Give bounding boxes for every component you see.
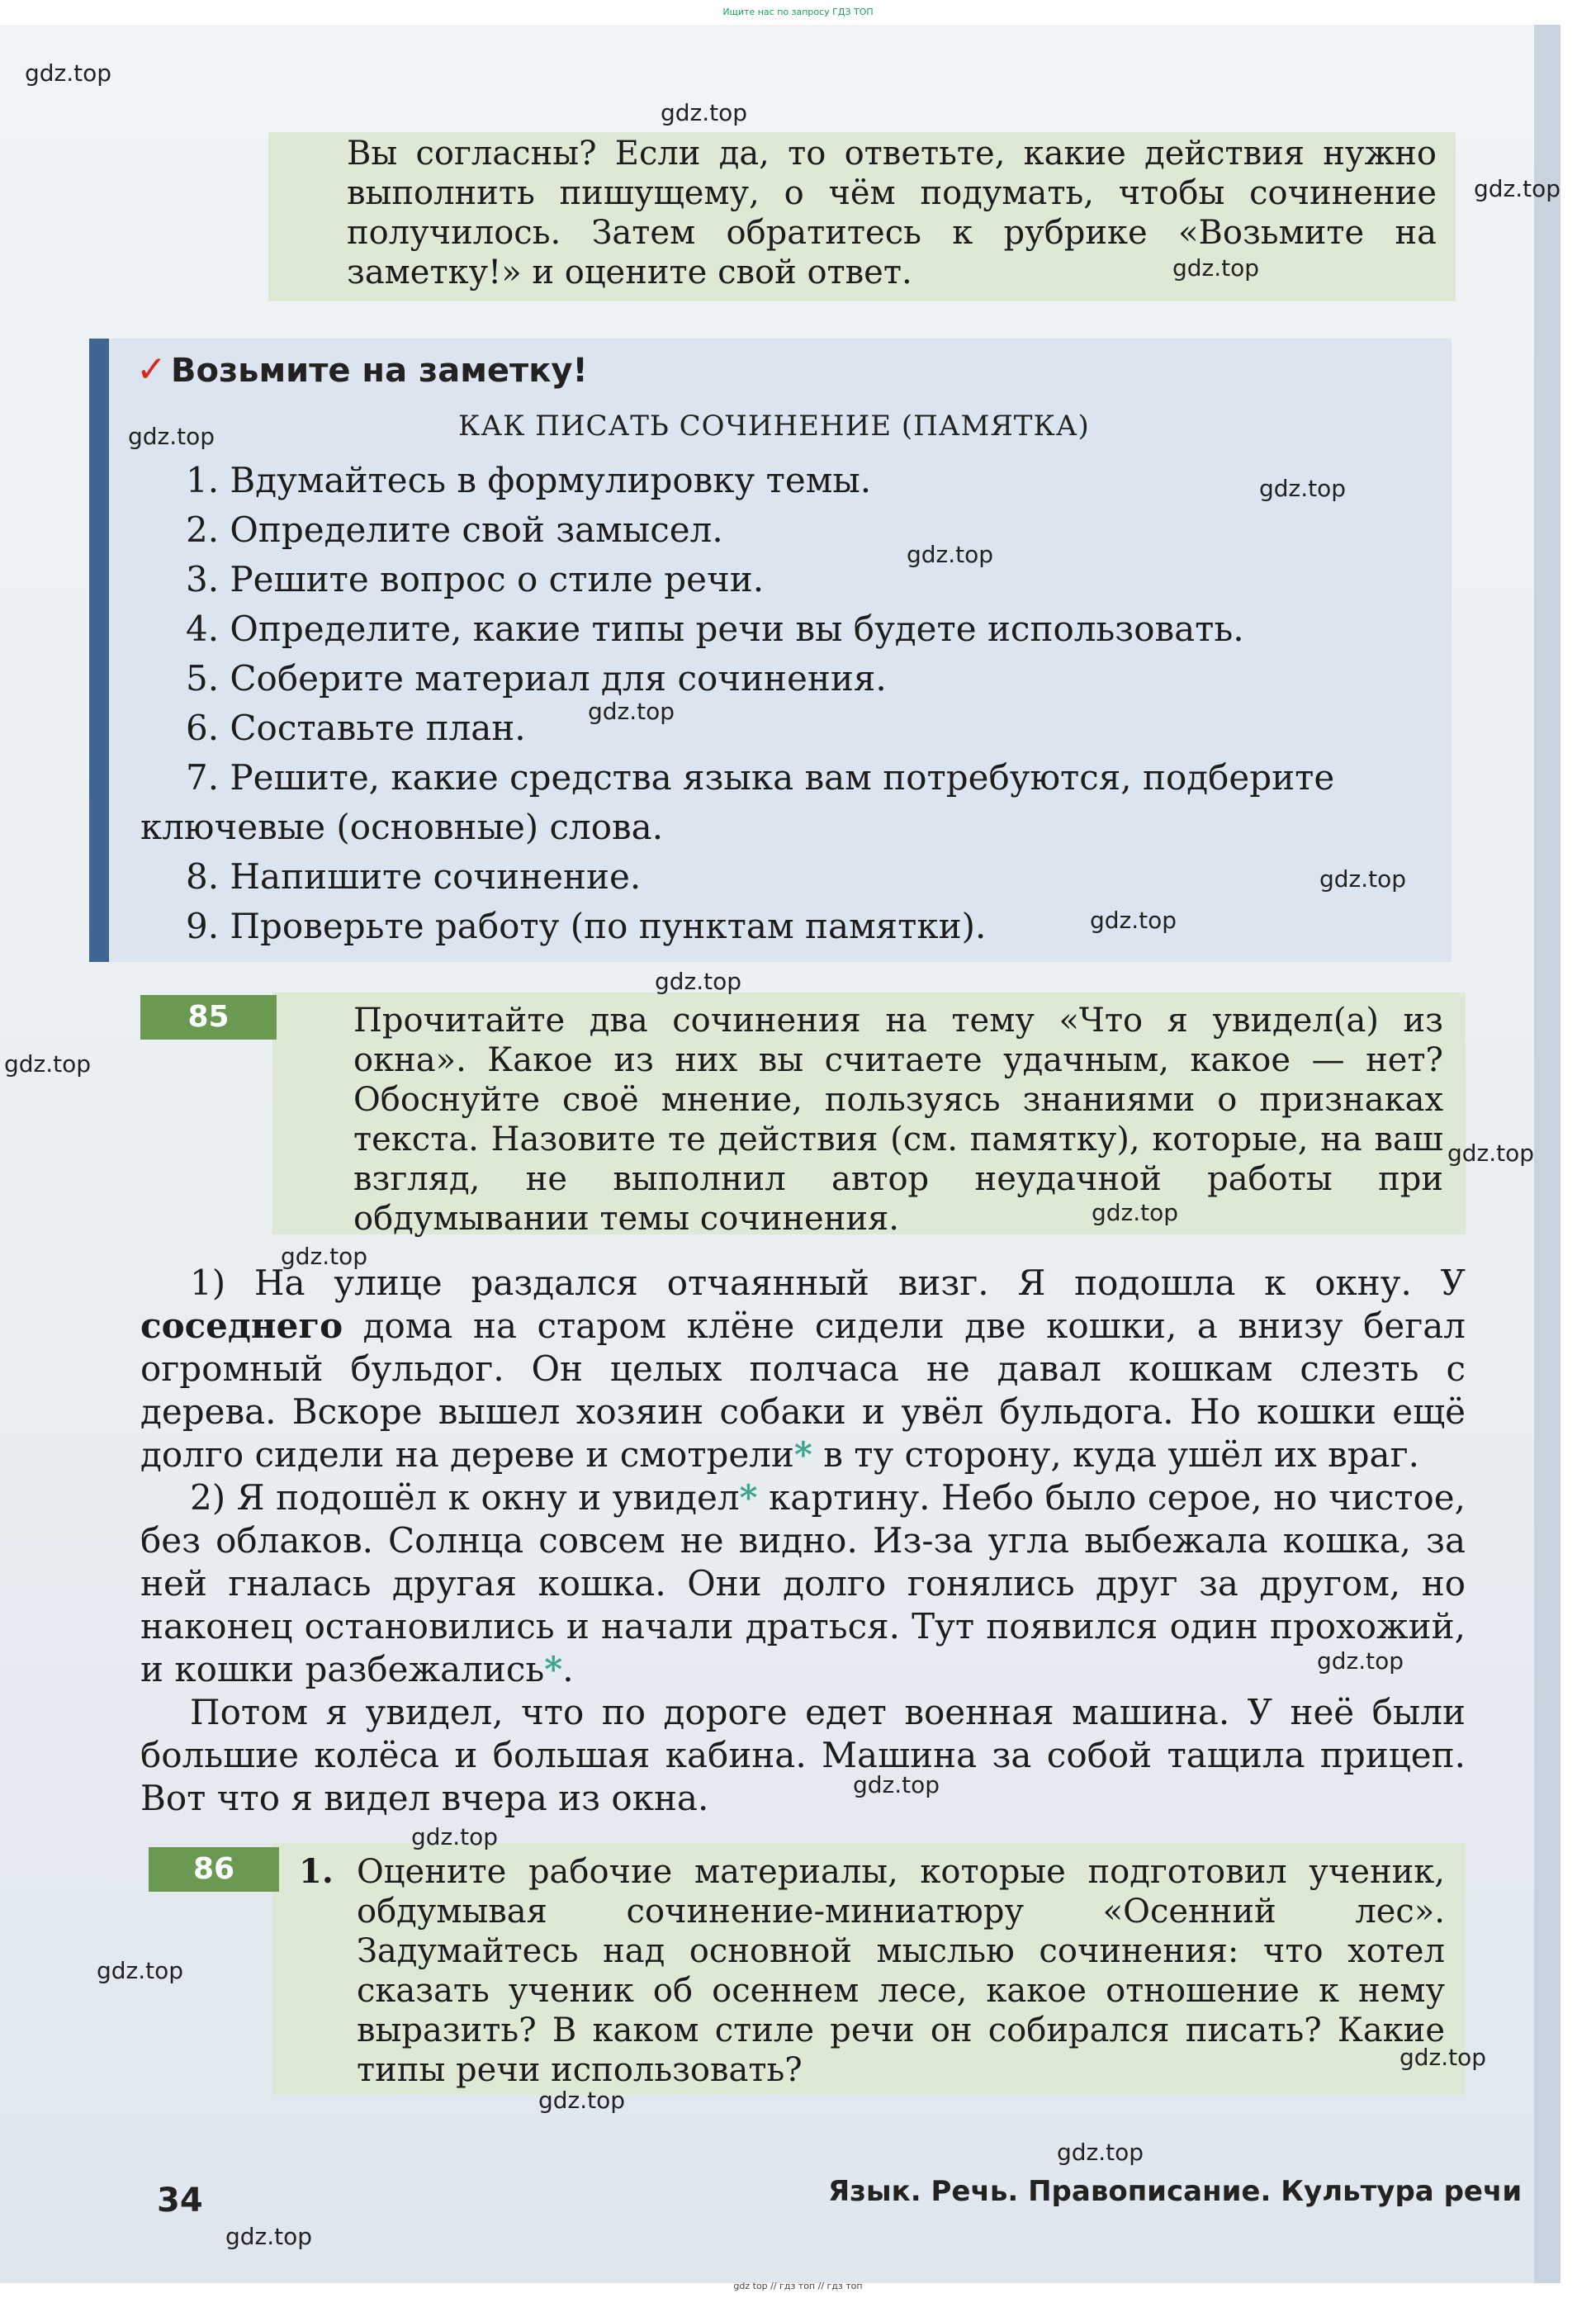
watermark: gdz.top bbox=[4, 1050, 92, 1078]
watermark: gdz.top bbox=[225, 2223, 313, 2250]
page-number: 34 bbox=[157, 2182, 203, 2220]
watermark: gdz.top bbox=[1057, 2139, 1144, 2166]
exercise-85-number: 85 bbox=[140, 995, 277, 1040]
watermark: gdz.top bbox=[661, 99, 748, 126]
header-note: Ищите нас по запросу ГДЗ ТОП bbox=[722, 7, 874, 17]
memo-item: ключевые (основные) слова. bbox=[140, 807, 664, 847]
watermark: gdz.top bbox=[1474, 175, 1561, 202]
memo-item: 1. Вдумайтесь в формулировку темы. bbox=[186, 460, 872, 500]
memo-heading-text: Возьмите на заметку! bbox=[170, 352, 588, 390]
essay-2: 2) Я подошёл к окну и увидел* картину. Небо было серое, но чистое, без облаков. Солнца совсем не видно. Из-за угла выбежала кошка, за ней гналась другая кошка. Они долго гонялись друг за другом, но наконец остановились и начали драться. Тут появился один прохожий, и кошки разбежались*. bbox=[140, 1477, 1466, 1689]
watermark: gdz.top bbox=[411, 1823, 499, 1850]
exercise-86-number: 86 bbox=[149, 1847, 279, 1892]
watermark: gdz.top bbox=[907, 541, 994, 568]
exercise-86-task: Оцените рабочие материалы, которые подготовил ученик, обдумывая сочинение-миниатюру «Осенний лес». Задумайтесь над основной мыслью сочинения: что хотел сказать ученик об осеннем лесе, какое отношение к нему выразить? В каком стиле речи он собирался писать? Какие типы речи использовать? bbox=[357, 1853, 1445, 2089]
watermark: gdz.top bbox=[655, 968, 742, 995]
memo-item: 2. Определите свой замысел. bbox=[186, 509, 723, 550]
asterisk-icon: * bbox=[793, 1434, 812, 1475]
memo-item: 8. Напишите сочинение. bbox=[186, 856, 642, 897]
essay-2-paragraph-2: Потом я увидел, что по дороге едет военная машина. У неё были большие колёса и большая кабина. Машина за собой тащила прицеп. Вот что я видел вчера из окна. bbox=[140, 1692, 1466, 1818]
exercise-85-task: Прочитайте два сочинения на тему «Что я увидел(а) из окна». Какое из них вы считаете удачным, какое — нет? Обоснуйте своё мнение, пользуясь знаниями о признаках текста. Назовите те действия (см. памятку), которые, на ваш взгляд, не выполнил автор неудачной работы при обдумывании темы сочинения. bbox=[353, 1002, 1443, 1238]
memo-item: 9. Проверьте работу (по пунктам памятки). bbox=[186, 906, 987, 946]
watermark: gdz.top bbox=[1259, 475, 1347, 502]
intro-text: Вы согласны? Если да, то ответьте, какие действия нужно выполнить пишущему, о чём подумать, чтобы сочинение получилось. Затем обратитесь к рубрике «Возьмите на заметку!» и оцените свой ответ. bbox=[347, 135, 1437, 291]
watermark: gdz.top bbox=[128, 423, 215, 450]
memo-item: 4. Определите, какие типы речи вы будете использовать. bbox=[186, 609, 1244, 649]
watermark: gdz.top bbox=[1399, 2044, 1487, 2071]
page-right-edge bbox=[1534, 25, 1560, 2283]
watermark: gdz.top bbox=[1447, 1140, 1535, 1167]
watermark: gdz.top bbox=[25, 59, 112, 87]
watermark: gdz.top bbox=[1092, 1199, 1179, 1226]
essays-text bbox=[140, 1262, 1466, 1820]
memo-heading bbox=[136, 348, 588, 391]
watermark: gdz.top bbox=[1317, 1647, 1404, 1675]
check-icon: ✓ bbox=[136, 348, 167, 391]
watermark: gdz.top bbox=[538, 2087, 626, 2114]
memo-item: 5. Соберите материал для сочинения. bbox=[186, 658, 887, 699]
watermark: gdz.top bbox=[281, 1243, 368, 1270]
memo-item: 3. Решите вопрос о стиле речи. bbox=[186, 559, 765, 599]
memo-item: 6. Составьте план. bbox=[186, 708, 526, 748]
bottom-note: gdz top // гдз топ // гдз топ bbox=[733, 2281, 863, 2291]
exercise-86-item-number: 1. bbox=[299, 1852, 334, 1891]
watermark: gdz.top bbox=[97, 1957, 184, 1984]
watermark: gdz.top bbox=[588, 698, 675, 725]
asterisk-icon: * bbox=[739, 1477, 758, 1518]
memo-list bbox=[140, 456, 1470, 951]
asterisk-icon: * bbox=[544, 1649, 563, 1689]
memo-accent-bar bbox=[89, 339, 109, 962]
watermark: gdz.top bbox=[1319, 865, 1407, 893]
watermark: gdz.top bbox=[1090, 907, 1177, 934]
essay-1: 1) На улице раздался отчаянный визг. Я подошла к окну. У соседнего дома на старом клёне сидели две кошки, а внизу бегал огромный бульдог. Он целых полчаса не давал кошкам слезть с дерева. Вскоре вышел хозяин собаки и увёл бульдога. Но кошки ещё долго сидели на дереве и смотрели* в ту сторону, куда ушёл их враг. bbox=[140, 1263, 1466, 1475]
watermark: gdz.top bbox=[1172, 254, 1260, 282]
memo-subheading: КАК ПИСАТЬ СОЧИНЕНИЕ (ПАМЯТКА) bbox=[458, 410, 1090, 443]
running-title: Язык. Речь. Правописание. Культура речи bbox=[828, 2175, 1523, 2208]
memo-item: 7. Решите, какие средства языка вам потребуются, подберите bbox=[186, 757, 1335, 798]
watermark: gdz.top bbox=[853, 1771, 940, 1798]
